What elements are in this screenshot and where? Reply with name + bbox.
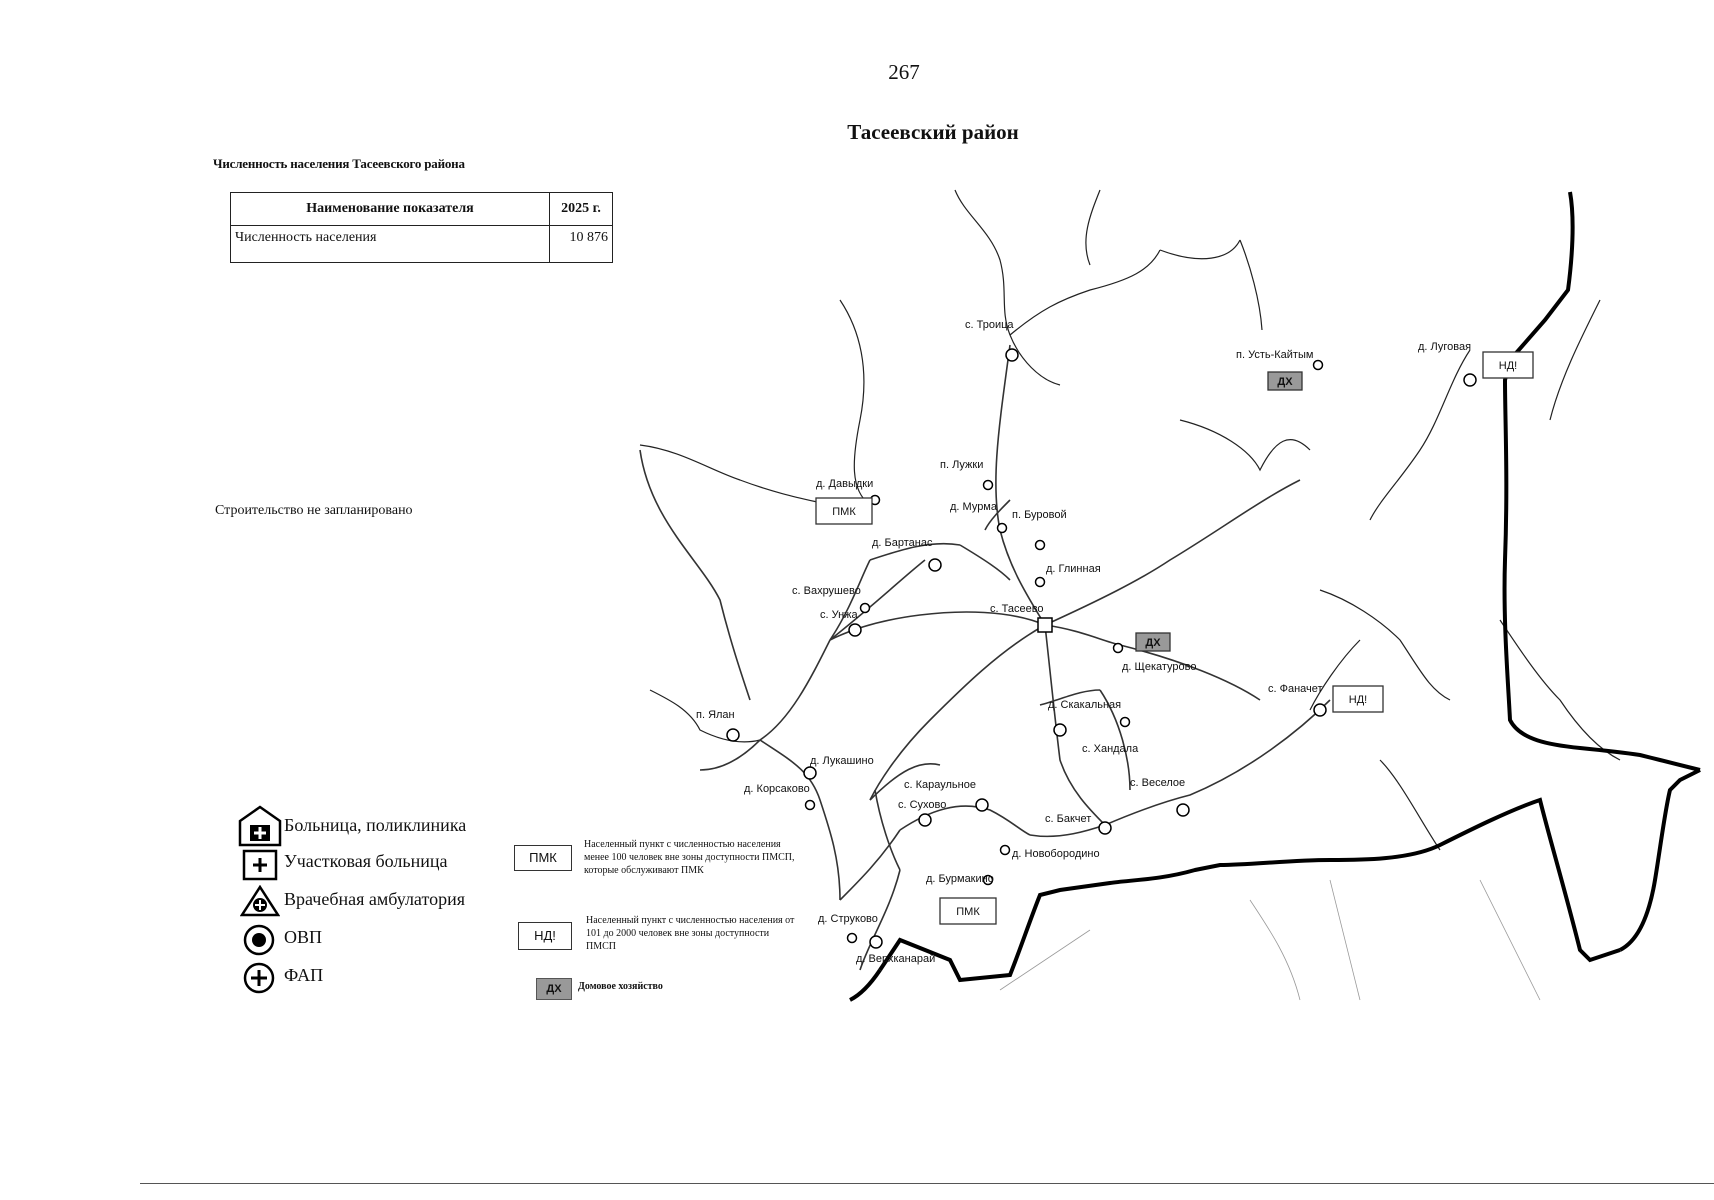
settlement-dot-icon: [998, 524, 1007, 533]
settlement-label: п. Буровой: [1012, 509, 1067, 521]
settlement-bartanas: [872, 537, 941, 571]
ambulatory-icon: [240, 885, 280, 917]
settlement-bakchet: [1045, 813, 1111, 834]
fap-marker-icon: [1006, 349, 1018, 361]
settlement-lukashino: [804, 755, 874, 779]
fap-marker-icon: [727, 729, 739, 741]
settlement-skakalnaya: [1048, 699, 1121, 736]
settlement-layer: [696, 319, 1476, 965]
map-box-nd2: [1333, 686, 1383, 712]
settlement-label: с. Сухово: [898, 799, 947, 811]
map-box-pmk1: [816, 498, 872, 524]
legend-fap-label: ФАП: [284, 965, 324, 985]
legend-nd-note: Населенный пункт с численностью населения от 101 до 2000 человек вне зоны доступности ПМСП: [586, 915, 795, 952]
settlement-dot-icon: [984, 481, 993, 490]
legend-ambulatory-label: Врачебная амбулатория: [284, 889, 465, 909]
settlement-label: д. Верхканарай: [856, 953, 936, 965]
settlement-luzhki: [940, 459, 993, 490]
settlement-label: д. Скакальная: [1048, 699, 1122, 711]
settlement-label: д. Глинная: [1046, 563, 1101, 575]
settlement-yalan: [696, 709, 739, 741]
hospital-marker-icon: [1038, 618, 1052, 632]
legend-dh-note: Домовое хозяйство: [578, 981, 663, 992]
page-number: 267: [888, 60, 920, 84]
hospital-icon: [238, 805, 282, 847]
settlement-troitsa: [965, 319, 1018, 361]
fap-marker-icon: [929, 559, 941, 571]
fap-marker-icon: [849, 624, 861, 636]
map-box-label: ДХ: [1277, 376, 1293, 388]
settlement-dot-icon: [848, 934, 857, 943]
fap-marker-icon: [1099, 822, 1111, 834]
map-box-label: ДХ: [1145, 637, 1161, 649]
fap-icon: [242, 961, 276, 995]
settlement-label: д. Новобородино: [1012, 848, 1100, 860]
settlement-korsakovo: [744, 783, 815, 810]
fap-marker-icon: [1177, 804, 1189, 816]
settlement-strukovo: [818, 913, 878, 943]
settlement-fanachet: [1268, 683, 1326, 716]
settlement-label: с. Веселое: [1130, 777, 1186, 789]
map-box-label: ПМК: [832, 506, 856, 518]
map-box-dh2: [1136, 633, 1170, 651]
settlement-label: д. Струково: [818, 913, 878, 925]
settlement-dot-icon: [1114, 644, 1123, 653]
settlement-dot-icon: [1001, 846, 1010, 855]
map-box-label: ПМК: [956, 906, 980, 918]
settlement-label: д. Давыдки: [816, 478, 874, 490]
settlement-label: с. Караульное: [904, 779, 976, 791]
settlement-burovoy: [1012, 509, 1067, 550]
settlement-label: с. Унжа: [820, 609, 858, 621]
settlement-label: с. Бакчет: [1045, 813, 1092, 825]
settlement-dot-icon: [1121, 718, 1130, 727]
footer-line: [140, 1183, 1714, 1184]
settlement-label: с. Фаначет: [1268, 683, 1323, 695]
map-box-pmk2: [940, 898, 996, 924]
settlement-label: д. Бурмакино: [926, 873, 994, 885]
header-indicator: Наименование показателя: [231, 193, 550, 226]
settlement-dot-icon: [806, 801, 815, 810]
settlement-burmakino: [926, 873, 994, 885]
settlement-veseloe: [1130, 777, 1189, 816]
ovp-icon: [242, 923, 276, 957]
fap-marker-icon: [919, 814, 931, 826]
settlement-label: с. Троица: [965, 319, 1014, 331]
fap-marker-icon: [976, 799, 988, 811]
settlement-label: д. Бартанас: [872, 537, 933, 549]
settlement-glinnaya: [1036, 563, 1101, 587]
settlement-label: д. Лукашино: [810, 755, 874, 767]
settlement-label: п. Усть-Кайтым: [1236, 349, 1314, 361]
settlement-ust_kaitym: [1236, 349, 1323, 370]
settlement-label: д. Мурма: [950, 501, 997, 513]
legend-nd-box: НД!: [518, 922, 572, 950]
map-box-label: НД!: [1348, 694, 1368, 706]
box-layer: [816, 352, 1533, 924]
legend-dh-box: ДХ: [536, 978, 572, 1000]
settlement-novoborodino: [1001, 846, 1100, 861]
settlement-lugovaya: [1418, 341, 1476, 386]
settlement-dot-icon: [1036, 541, 1045, 550]
table-caption: Численность населения Тасеевского района: [213, 156, 465, 171]
legend-district-hospital-label: Участковая больница: [284, 851, 448, 871]
settlement-dot-icon: [1314, 361, 1323, 370]
settlement-label: с. Вахрушево: [792, 585, 861, 597]
legend-hospital-label: Больница, поликлиника: [284, 815, 467, 835]
fap-marker-icon: [804, 767, 816, 779]
tree-lines: [1000, 880, 1540, 1000]
fap-marker-icon: [1464, 374, 1476, 386]
legend-ovp-label: ОВП: [284, 927, 323, 947]
settlement-label: д. Луговая: [1418, 341, 1472, 353]
fap-marker-icon: [1314, 704, 1326, 716]
district-hospital-icon: [242, 849, 278, 881]
legend: [232, 805, 532, 995]
fap-marker-icon: [1054, 724, 1066, 736]
settlement-dot-icon: [861, 604, 870, 613]
settlement-label: д. Щекатурово: [1122, 661, 1197, 673]
row-value: 10 876: [550, 226, 613, 263]
settlement-label: с. Хандала: [1082, 743, 1139, 755]
settlement-label: п. Ялан: [696, 709, 735, 721]
settlement-label: д. Корсаково: [744, 783, 810, 795]
legend-pmk-box: ПМК: [514, 845, 572, 871]
settlement-khandala: [1082, 718, 1139, 756]
fap-marker-icon: [870, 936, 882, 948]
map-box-dh1: [1268, 372, 1302, 390]
legend-pmk-note: Населенный пункт с численностью населения менее 100 человек вне зоны доступности ПМСП, которые обслуживают ПМК: [584, 839, 795, 876]
document-title: Тасеевский район: [847, 120, 1019, 144]
settlement-dot-icon: [1036, 578, 1045, 587]
settlement-label: п. Лужки: [940, 459, 984, 471]
map-box-nd1: [1483, 352, 1533, 378]
construction-note: Строительство не запланировано: [215, 503, 413, 518]
header-year: 2025 г.: [550, 193, 613, 226]
row-label: Численность населения: [231, 226, 550, 263]
settlement-sukhovo: [898, 799, 946, 826]
map-box-label: НД!: [1498, 360, 1518, 372]
settlement-label: с. Тасеево: [990, 603, 1044, 615]
